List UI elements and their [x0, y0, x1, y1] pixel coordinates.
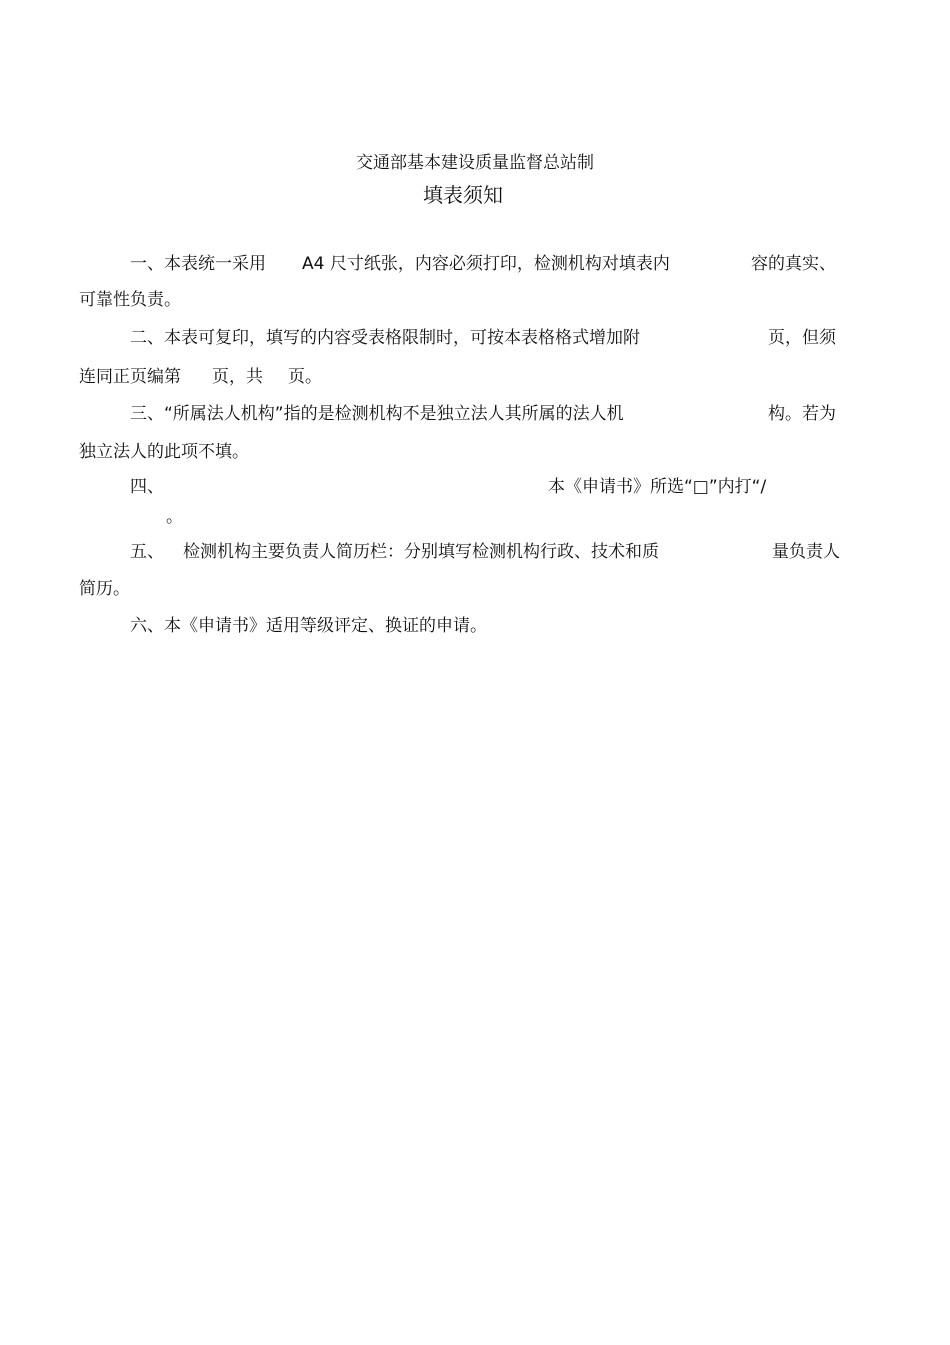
note-2-text-c: 连同正页编第 — [79, 367, 181, 387]
note-5-text-d: 简历。 — [79, 579, 130, 599]
note-1-text-a: 一、本表统一采用 — [130, 254, 266, 274]
note-2-text-b: 页，但须 — [768, 328, 836, 348]
note-4-text-a: 四、 — [130, 477, 164, 497]
note-3-text-b: 构。若为 — [768, 404, 836, 424]
note-5-text-c: 量负责人 — [772, 542, 840, 562]
note-2-text-e: 页。 — [288, 367, 322, 387]
note-5-text-a: 五、 — [130, 542, 164, 562]
note-6-text-a: 六、本《申请书》适用等级评定、换证的申请。 — [130, 616, 487, 636]
note-5-text-b: 检测机构主要负责人简历栏：分别填写检测机构行政、技术和质 — [183, 542, 659, 562]
note-3-text-a: 三、“所属法人机构”指的是检测机构不是独立法人其所属的法人机 — [130, 404, 624, 424]
note-4-text-c: 。 — [166, 507, 183, 527]
note-1-text-b: A4 尺寸纸张，内容必须打印，检测机构对填表内 — [302, 254, 670, 274]
note-1-text-c: 容的真实、 — [751, 254, 836, 274]
note-2-text-d: 页，共 — [212, 367, 263, 387]
note-2-text-a: 二、本表可复印，填写的内容受表格限制时，可按本表格格式增加附 — [130, 328, 640, 348]
note-3-text-c: 独立法人的此项不填。 — [79, 442, 249, 462]
page-title: 填表须知 — [423, 183, 503, 207]
issuer-line: 交通部基本建设质量监督总站制 — [356, 153, 594, 173]
note-1-text-d: 可靠性负责。 — [79, 290, 181, 310]
note-4-text-b: 本《申请书》所选“□”内打“/ — [548, 477, 767, 497]
